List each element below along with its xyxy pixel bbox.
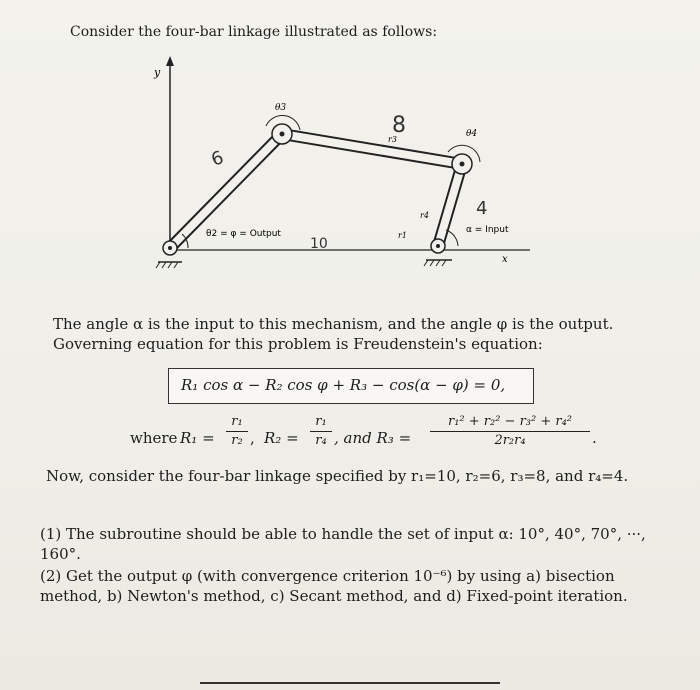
label-r1: r1 [398,231,407,240]
R1-numerator: r₁ [231,414,243,429]
link-r3 [282,134,462,164]
y-axis-arrow [166,56,174,66]
list-item-1: (1) The subroutine should be able to handle the set of input α: 10°, 40°, 70°, ···, 160°. [40,525,646,563]
R2-fraction [310,414,332,449]
and-R3-lhs: , and R₃ = [334,429,412,447]
label-output: θ2 = φ = Output [206,229,281,239]
R3-fraction [430,414,590,449]
bottom-rule [200,682,500,684]
y-axis-label: y [154,66,161,79]
where-word: where [130,429,178,447]
label-theta3: θ3 [275,103,287,113]
equation-box [168,368,534,404]
R1-fraction [226,414,248,449]
four-bar-linkage-figure [140,50,540,280]
hand-r3: 8 [392,113,406,138]
label-input: α = Input [466,225,509,235]
hand-r1: 10 [310,236,328,252]
paragraph-specification: Now, consider the four-bar linkage specified by r₁=10, r₂=6, r₃=8, and r₄=4. [46,467,629,485]
comma-1: , [250,429,255,447]
hand-r2: 6 [208,147,227,171]
equation: R₁ cos α − R₂ cos φ + R₃ − cos(α − φ) = 0, [181,376,506,394]
R1-lhs: R₁ = [180,429,215,447]
ground-right-hatch [424,260,446,266]
paragraph-intro: The angle α is the input to this mechanism, and the angle φ is the output. Governing equation for this problem is Freudenstein's equation: [53,315,614,353]
x-axis-label: x [502,254,508,265]
R2-lhs: R₂ = [264,429,299,447]
label-r4: r4 [420,211,429,220]
R3-numerator: r₁² + r₂² − r₃² + r₄² [447,414,573,429]
intro-text: Consider the four-bar linkage illustrated as follows: [70,24,438,40]
where-definitions [130,414,600,464]
label-r3: r3 [388,135,397,144]
link-r4 [438,164,462,246]
R2-numerator: r₁ [315,414,327,429]
R3-denominator: 2r₂r₄ [494,433,526,448]
list-item-2: (2) Get the output φ (with convergence criterion 10⁻⁶) by using a) bisection method, b) Newton's method, c) Secant method, and d) Fixed-point iteration. [40,567,628,605]
R1-denominator: r₂ [231,433,243,448]
label-theta4: θ4 [466,129,478,139]
hand-r4: 4 [476,198,488,219]
R2-denominator: r₄ [315,433,327,448]
period: . [592,429,597,447]
ground-left-hatch [156,262,178,268]
